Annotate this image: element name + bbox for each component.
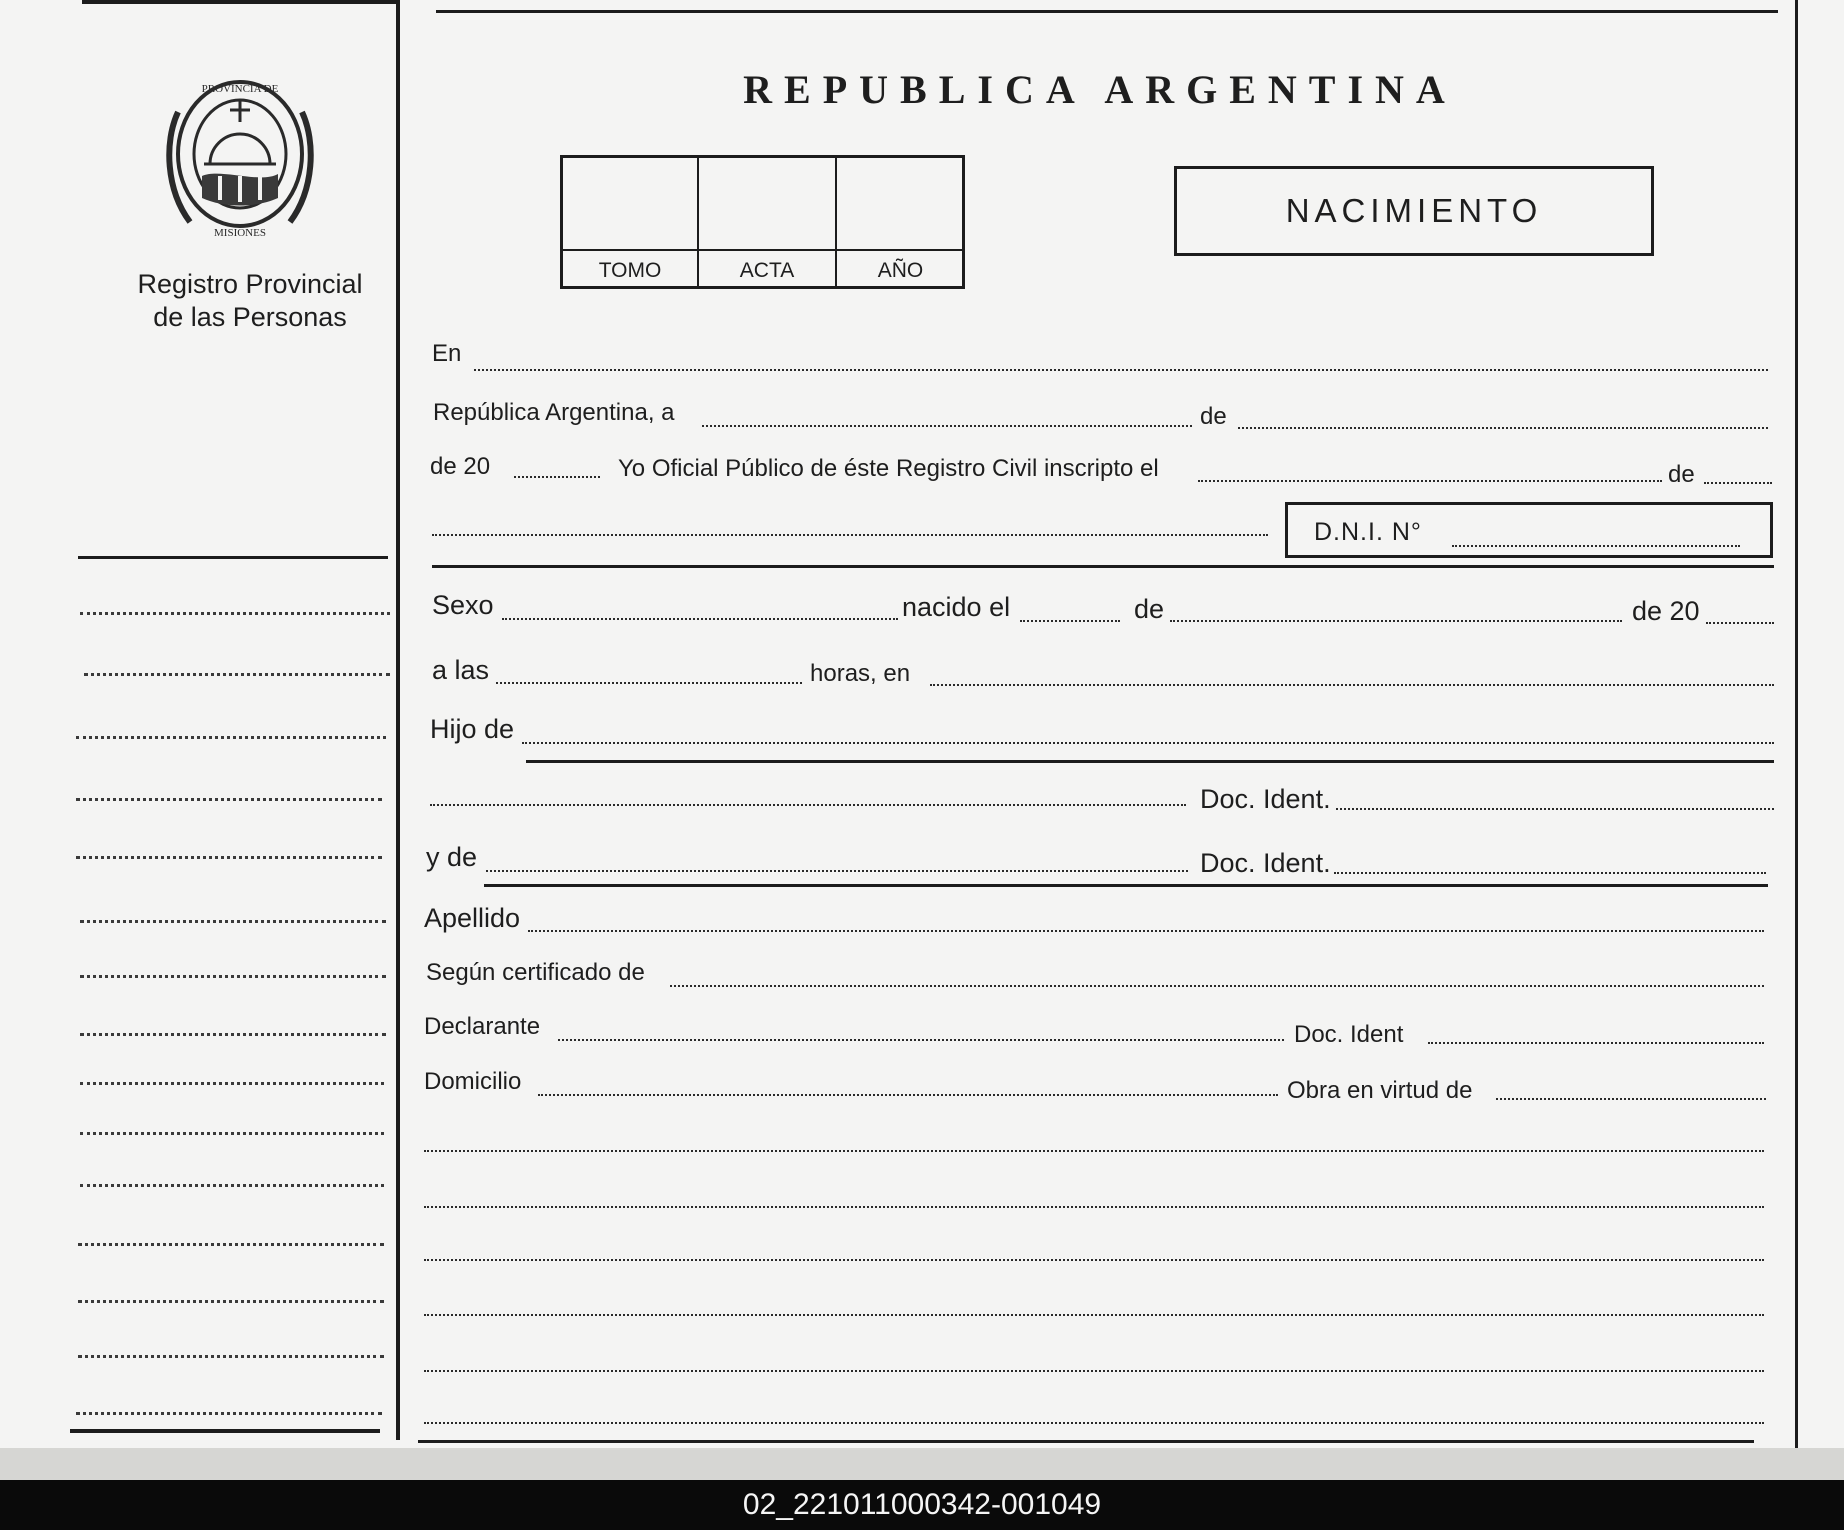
birth-month-field[interactable] — [1170, 620, 1622, 622]
month-field[interactable] — [1238, 427, 1768, 429]
de20-label-2: de 20 — [1632, 596, 1700, 626]
dni-box — [1285, 502, 1773, 558]
seal-text-bottom: MISIONES — [214, 227, 266, 239]
registry-name — [100, 268, 400, 334]
misiones-seal-logo — [160, 72, 320, 244]
remarks-line[interactable] — [424, 1259, 1764, 1261]
obra-field[interactable] — [1496, 1098, 1766, 1100]
stub-field-line[interactable] — [80, 1033, 386, 1036]
remarks-line[interactable] — [424, 1314, 1764, 1316]
record-type-label: NACIMIENTO — [1174, 166, 1654, 256]
doc-ident-label-3: Doc. Ident — [1294, 1021, 1404, 1048]
horas-en-label: horas, en — [810, 660, 911, 687]
stub-top-line — [82, 0, 396, 4]
certificado-field[interactable] — [670, 985, 1764, 987]
hijo-underline — [526, 760, 1774, 763]
parents-underline — [484, 884, 1768, 887]
stub-divider-line — [396, 0, 400, 1440]
form-right-border — [1795, 0, 1798, 1448]
birth-place-field[interactable] — [930, 684, 1774, 686]
stub-field-line[interactable] — [80, 1132, 384, 1135]
acta-field[interactable] — [699, 158, 837, 249]
father-doc-field[interactable] — [1336, 808, 1774, 810]
sexo-field[interactable] — [502, 618, 898, 620]
stub-field-line[interactable] — [78, 1243, 384, 1246]
stub-field-line[interactable] — [80, 612, 390, 615]
obra-label: Obra en virtud de — [1287, 1077, 1473, 1104]
de-label-3: de — [1134, 594, 1165, 624]
apellido-field[interactable] — [528, 930, 1764, 932]
en-label: En — [432, 340, 462, 367]
remarks-line[interactable] — [424, 1370, 1764, 1372]
de-label-2: de — [1668, 461, 1695, 488]
segun-label: Según certificado de — [426, 959, 645, 986]
tomo-field[interactable] — [563, 158, 699, 249]
birth-year-field[interactable] — [1706, 622, 1774, 624]
dni-field[interactable] — [1452, 545, 1740, 547]
stub-field-line[interactable] — [80, 1082, 384, 1085]
mother-name-field[interactable] — [486, 870, 1188, 872]
ano-label: AÑO — [837, 249, 964, 289]
stub-field-line[interactable] — [76, 798, 382, 801]
stub-section-line — [78, 556, 388, 559]
apellido-label: Apellido — [424, 903, 521, 933]
domicilio-field[interactable] — [538, 1094, 1278, 1096]
stub-field-line[interactable] — [80, 1184, 384, 1187]
stub-bottom-line — [70, 1429, 380, 1433]
day-field[interactable] — [702, 425, 1192, 427]
stub-field-line[interactable] — [76, 1412, 382, 1415]
year-field[interactable] — [514, 476, 600, 478]
republica-label: República Argentina, a — [433, 399, 675, 426]
stub-field-line[interactable] — [84, 673, 390, 676]
nacido-el-label: nacido el — [902, 592, 1011, 622]
stub-field-line[interactable] — [80, 920, 386, 923]
page-title: REPUBLICA ARGENTINA — [743, 67, 1457, 112]
declarante-field[interactable] — [558, 1039, 1284, 1041]
mother-doc-field[interactable] — [1334, 872, 1766, 874]
father-name-field[interactable] — [522, 742, 1774, 744]
stub-field-line[interactable] — [78, 1300, 384, 1303]
form-bottom-line — [418, 1440, 1754, 1443]
form-section-line — [432, 565, 1774, 568]
y-de-label: y de — [426, 842, 478, 872]
oficial-name-field[interactable] — [432, 534, 1268, 536]
oficial-label: Yo Oficial Público de éste Registro Civil inscripto el — [618, 455, 1159, 482]
domicilio-label: Domicilio — [424, 1068, 522, 1095]
sexo-label: Sexo — [432, 590, 494, 620]
doc-ident-label-2: Doc. Ident. — [1200, 848, 1331, 878]
stub-field-line[interactable] — [78, 1355, 384, 1358]
stub-field-line[interactable] — [76, 736, 386, 739]
father-name-cont-field[interactable] — [430, 804, 1186, 806]
tomo-acta-ano-box — [560, 155, 965, 289]
declarante-label: Declarante — [424, 1013, 541, 1040]
de-label-1: de — [1200, 403, 1227, 430]
paper-edge-shadow — [0, 1448, 1844, 1480]
declarante-doc-field[interactable] — [1428, 1042, 1764, 1044]
a-las-label: a las — [432, 655, 490, 685]
doc-ident-label-1: Doc. Ident. — [1200, 784, 1331, 814]
ano-field[interactable] — [837, 158, 964, 249]
image-id-footer: 02_221011000342-001049 — [0, 1480, 1844, 1530]
inscripto-field[interactable] — [1198, 480, 1662, 482]
birth-day-field[interactable] — [1020, 620, 1120, 622]
hijo-de-label: Hijo de — [430, 714, 515, 744]
seal-text-top: PROVINCIA DE — [201, 83, 279, 95]
de20-label: de 20 — [430, 453, 491, 480]
form-top-line — [436, 10, 1778, 13]
acta-label: ACTA — [699, 249, 837, 289]
registry-line-1: Registro Provincial — [137, 269, 363, 299]
stub-field-line[interactable] — [76, 856, 382, 859]
tomo-label: TOMO — [563, 249, 699, 289]
en-field[interactable] — [474, 369, 1768, 371]
inscripto-de-field[interactable] — [1704, 482, 1772, 484]
remarks-line[interactable] — [424, 1422, 1764, 1424]
remarks-line[interactable] — [424, 1206, 1764, 1208]
remarks-line[interactable] — [424, 1150, 1764, 1152]
dni-label: D.N.I. N° — [1314, 518, 1422, 546]
stub-field-line[interactable] — [80, 975, 386, 978]
hour-field[interactable] — [496, 682, 802, 684]
registry-line-2: de las Personas — [153, 302, 347, 332]
